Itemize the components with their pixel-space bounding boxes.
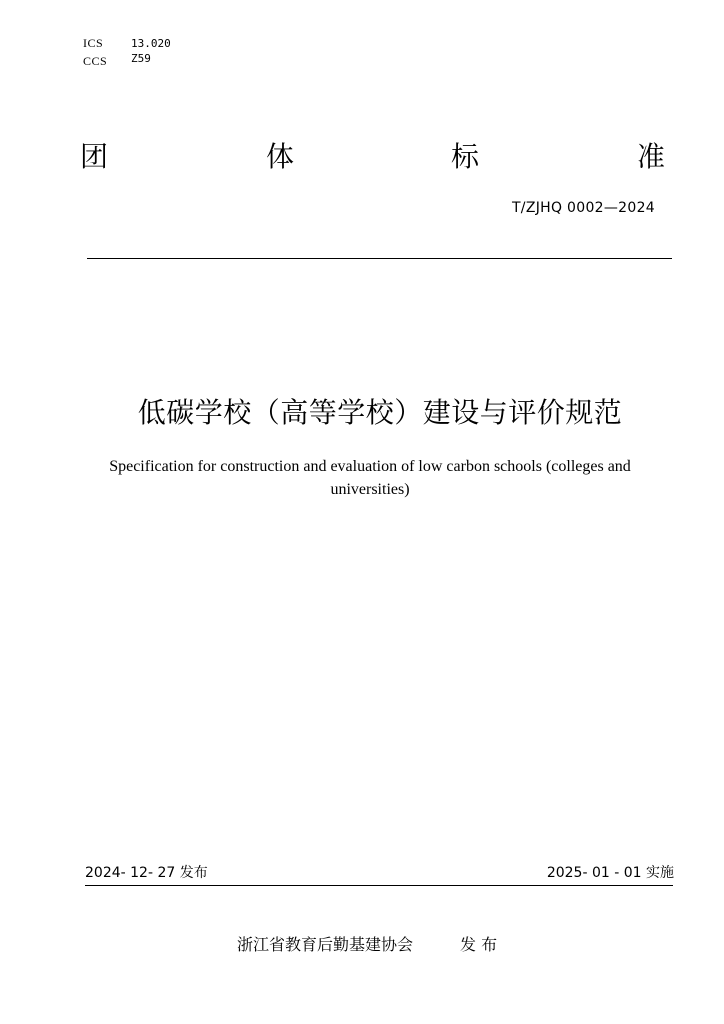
standard-number: T/ZJHQ 0002—2024 [511,200,655,216]
standard-type-char-2: 体 [266,140,295,173]
ics-label: ICS [83,36,104,50]
ics-value: 13.020 [131,37,171,50]
standard-type-char-4: 准 [637,140,666,173]
publish-date: 2024- 12- 27 发布 [85,865,208,881]
ccs-label: CCS [83,54,108,68]
ccs-value: Z59 [131,52,151,65]
implement-date: 2025- 01 - 01 实施 [546,865,674,881]
standard-type-char-1: 团 [80,140,109,173]
title-english-line-1: Specification for construction and evaluation of low carbon schools (colleges and [109,458,631,475]
title-chinese: 低碳学校（高等学校）建设与评价规范 [137,396,623,429]
title-english-line-2: universities) [330,481,410,498]
header-divider [87,258,672,259]
footer-divider [85,885,673,886]
publisher-action: 发 布 [460,935,498,954]
standard-type-char-3: 标 [451,140,480,173]
publisher-name: 浙江省教育后勤基建协会 [237,935,414,954]
